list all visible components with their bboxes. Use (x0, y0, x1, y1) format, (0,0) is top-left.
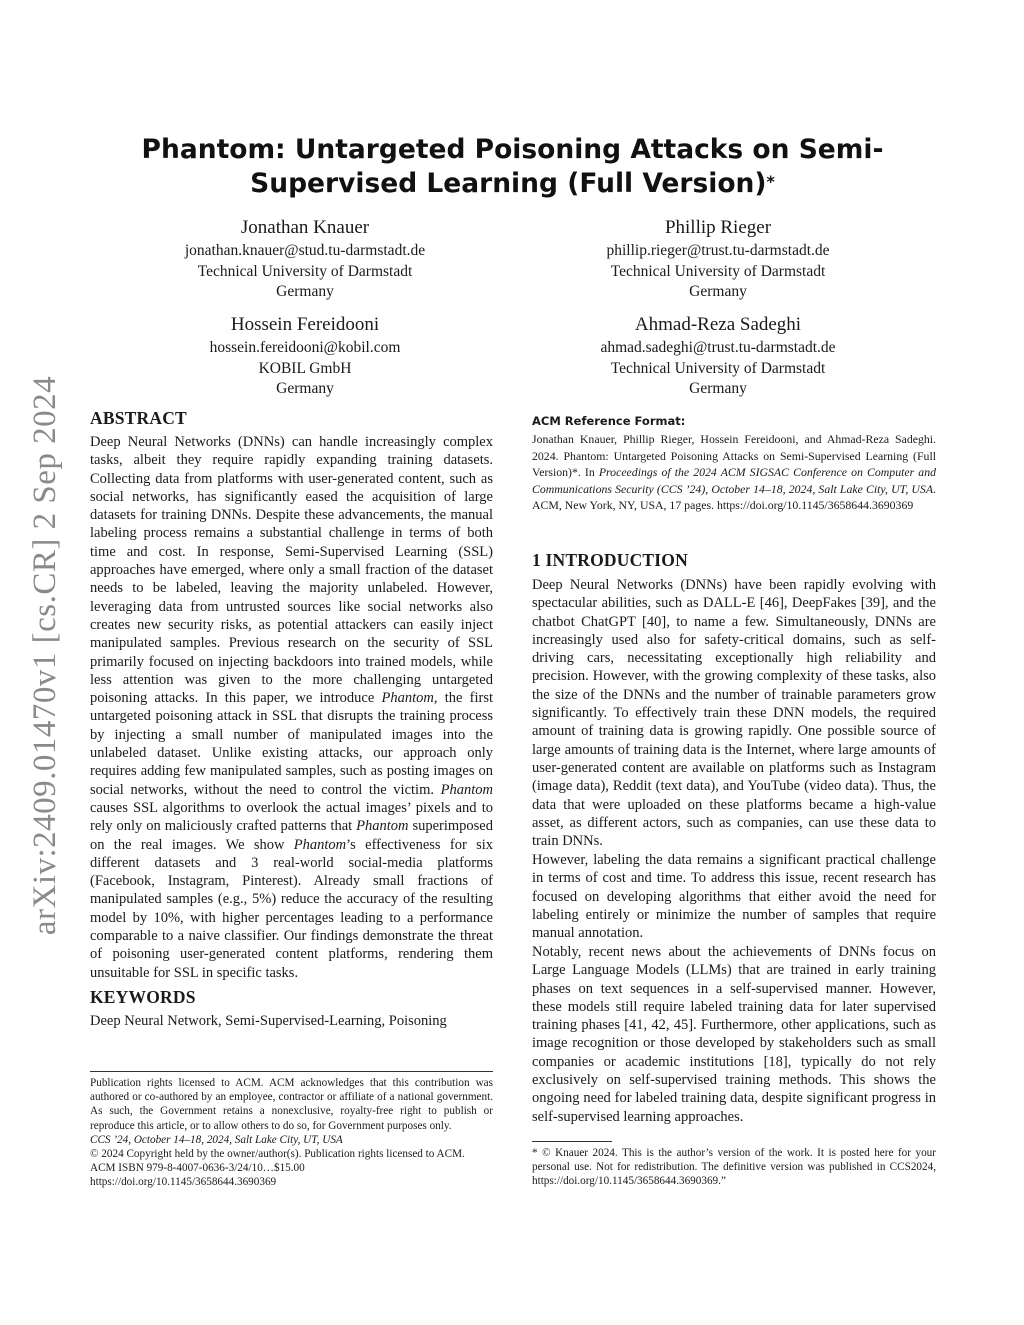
author-country: Germany (689, 283, 747, 300)
phantom-term: Phantom (381, 690, 434, 707)
author-name: Jonathan Knauer (240, 217, 370, 238)
acm-reference-proceedings: Proceedings of the 2024 ACM SIGSAC Conference on Computer and Communications Security (CCS ’24), October 14–18, 2024, Salt Lake City, UT, USA (532, 465, 936, 496)
author-affiliation: Technical University of Darmstadt (197, 262, 413, 280)
abstract-part: causes SSL algorithms to overlook the actual images’ pixels and to rely only on maliciously crafted patterns that (90, 799, 493, 835)
title-footnote-mark: * (766, 172, 775, 191)
introduction-heading: 1 INTRODUCTION (532, 550, 688, 570)
intro-paragraph-1: Deep Neural Networks (DNNs) have been rapidly evolving with spectacular abilities, such as DALL-E [46], DeepFakes [39], and the chatbot ChatGPT [40], to name a few. Simultaneously, DNNs are increasingly used also for safety-critical domains, such as self-driving cars, necessitating exceptionally high reliability and precision. However, with the growing complexity of these tasks, also the size of the DNNs and the number of trainable parameters grow significantly. To effectively train these DNN models, the required amount of training data is growing rapidly. One possible source of large amounts of training data is the Internet, where large amounts of user-generated content are available on platforms such as Instagram (image data), Reddit (text data), and YouTube (video data). Thus, the data that were uploaded on these platforms became a high-value asset, as different actors, such as companies, can use these data to train DNNs. (532, 577, 936, 850)
keywords-heading: KEYWORDS (90, 987, 196, 1007)
arxiv-id-text: arXiv:2409.01470v1 [cs.CR] 2 Sep 2024 (27, 375, 64, 935)
copyright-text: © 2024 Copyright held by the owner/author(s). Publication rights licensed to ACM. (90, 1148, 465, 1161)
acm-reference-doi: . ACM, New York, NY, USA, 17 pages. https://doi.org/10.1145/3658644.3690369 (532, 481, 936, 513)
abstract-text (90, 433, 493, 982)
conference-text: CCS ’24, October 14–18, 2024, Salt Lake City, UT, USA (90, 1133, 343, 1146)
author-block-2 (508, 216, 928, 303)
author-email: hossein.fereidooni@kobil.com (209, 339, 401, 356)
author-email: jonathan.knauer@stud.tu-darmstadt.de (184, 242, 426, 259)
author-block-1 (95, 216, 515, 303)
right-footnote-divider (532, 1141, 612, 1142)
acm-reference-format (532, 413, 936, 513)
author-country: Germany (276, 380, 334, 397)
abstract-part: Deep Neural Networks (DNNs) can handle increasingly complex tasks, albeit they require rapidly expanding training datasets. Collecting data from platforms with user-generated content, such as social networks, has significantly eased the acquisition of large datasets for training DNNs. Despite these advancements, the manual labeling process remains a substantial challenge in terms of both time and cost. In response, Semi-Supervised Learning (SSL) approaches have emerged, where only a small fraction of the dataset needs to be labeled, leaving the majority unlabeled. However, leveraging data from untrusted sources like social networks also creates new security risks, as potential attackers can easily inject manipulated samples. Previous research on the security of SSL primarily focused on injecting backdoors into trained models, while less attention was given to the more challenging untargeted poisoning attacks. In this paper, we introduce (90, 434, 493, 707)
doi-link[interactable]: https://doi.org/10.1145/3658644.3690369 (90, 1176, 277, 1189)
abstract-part: , the first untargeted poisoning attack in SSL that disrupts the training process by injecting a small number of manipulated images into the unlabeled dataset. Unlike existing attacks, our approach only requires adding few manipulated samples, such as posting images on social networks, without the need to control the victim. (90, 690, 493, 798)
intro-paragraph-3: Notably, recent news about the achievements of DNNs focus on Large Language Models (LLMs) that are trained in early training phases on text sequences in a self-supervised manner. However, these models still require labeled training data for later supervised training phases [41, 42, 45]. Furthermore, other applications, such as image recognition or those developed by stakeholders such as small companies or academic institutions [18], typically do not rely exclusively on self-supervised training methods. This shows the ongoing need for labeled training data, despite significant progress in self-supervised learning approaches. (532, 944, 936, 1125)
phantom-term: Phantom (293, 836, 347, 853)
publication-note (90, 1076, 493, 1190)
author-name: Phillip Rieger (664, 217, 772, 238)
acm-reference-heading: ACM Reference Format: (532, 414, 686, 428)
version-footnote: * © Knauer 2024. This is the author’s version of the work. It is posted here for your personal use. Not for redistribution. The definitive version was published in CCS2024, https://doi.org/10.1145/3658644.3690369.” (532, 1147, 936, 1188)
paper-title (90, 133, 935, 201)
author-email: phillip.rieger@trust.tu-darmstadt.de (606, 242, 830, 259)
author-affiliation: Technical University of Darmstadt (610, 262, 826, 280)
author-affiliation: Technical University of Darmstadt (610, 359, 826, 377)
author-email: ahmad.sadeghi@trust.tu-darmstadt.de (600, 339, 836, 356)
abstract-heading: ABSTRACT (90, 408, 187, 428)
arxiv-identifier-stamp (26, 360, 66, 950)
rights-text: Publication rights licensed to ACM. ACM acknowledges that this contribution was authored or co-authored by an employee, contractor or affiliate of a national government. As such, the Government retains a nonexclusive, royalty-free right to publish or reproduce this article, or to allow others to do so, for Government purposes only. (90, 1077, 493, 1132)
acm-reference-text: Jonathan Knauer, Phillip Rieger, Hossein Fereidooni, and Ahmad-Reza Sadeghi. 2024. Phantom: Untargeted Poisoning Attacks on Semi-Supervised Learning (Full Version)*. In (532, 432, 936, 480)
phantom-term: Phantom (440, 781, 493, 798)
isbn-text: ACM ISBN 979-8-4007-0636-3/24/10…$15.00 (90, 1162, 305, 1175)
author-name: Hossein Fereidooni (230, 314, 380, 335)
author-name: Ahmad-Reza Sadeghi (634, 314, 802, 335)
title-text: Phantom: Untargeted Poisoning Attacks on Semi-Supervised Learning (Full Version) (141, 134, 884, 199)
keywords-text: Deep Neural Network, Semi-Supervised-Learning, Poisoning (90, 1013, 447, 1029)
author-country: Germany (276, 283, 334, 300)
abstract-part: ’s effectiveness for six different datasets and 3 real-world social-media platforms (Facebook, Instagram, Pinterest). Already small fractions of manipulated samples (e.g., 5%) reduce the accuracy of the resulting model by 10%, with higher percentages leading to a performance comparable to a naive classifier. Our findings demonstrate the threat of poisoning user-generated content platforms, rendering them unsuitable for SSL in specific tasks. (90, 836, 493, 981)
footnote-divider (90, 1071, 493, 1072)
intro-paragraph-2: However, labeling the data remains a significant practical challenge in terms of cost and time. To address this issue, recent research has focused on developing algorithms that either avoid the need for labeling entirely or minimize the number of samples that require manual annotation. (532, 852, 936, 942)
author-block-3 (95, 313, 515, 400)
author-country: Germany (689, 380, 747, 397)
author-affiliation: KOBIL GmbH (258, 359, 352, 377)
author-block-4 (508, 313, 928, 400)
abstract-part: superimposed on the real images. We show (90, 818, 493, 853)
phantom-term: Phantom (356, 818, 409, 835)
